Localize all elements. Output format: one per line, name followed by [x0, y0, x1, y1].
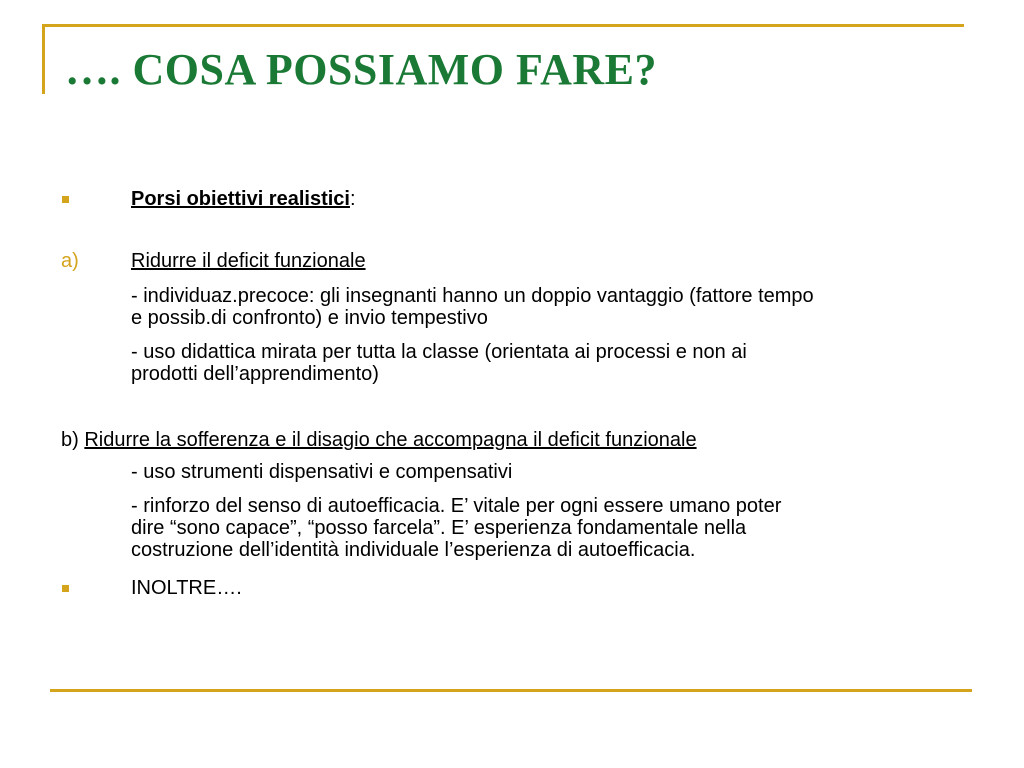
item-b-heading-line [61, 429, 697, 451]
bullet-goal-suffix: : [349, 188, 356, 210]
bullet-moreover: INOLTRE…. [131, 577, 242, 599]
item-a-heading: Ridurre il deficit funzionale [131, 250, 366, 272]
square-bullet-icon [62, 585, 69, 592]
item-b-sub2-line3: costruzione dell’identità individuale l’esperienza di autoefficacia. [131, 539, 696, 561]
item-b-marker: b) [61, 429, 79, 451]
item-a-sub1-line1: - individuaz.precoce: gli insegnanti hanno un doppio vantaggio (fattore tempo [131, 285, 814, 307]
slide-title: …. COSA POSSIAMO FARE? [65, 45, 658, 94]
item-a-sub1-line2: e possib.di confronto) e invio tempestivo [131, 307, 488, 329]
bullet-goal-text: Porsi obiettivi realistici [131, 188, 350, 210]
item-a-sub2-line1: - uso didattica mirata per tutta la classe (orientata ai processi e non ai [131, 341, 747, 363]
item-a-sub2-line2: prodotti dell’apprendimento) [131, 363, 379, 385]
item-b-sub2-line1: - rinforzo del senso di autoefficacia. E’ vitale per ogni essere umano poter [131, 495, 782, 517]
item-b-sub2-line2: dire “sono capace”, “posso farcela”. E’ esperienza fondamentale nella [131, 517, 747, 539]
square-bullet-icon [62, 196, 69, 203]
bottom-border-line [50, 689, 972, 692]
item-b-sub1: - uso strumenti dispensativi e compensativi [131, 461, 513, 483]
item-b-heading: Ridurre la sofferenza e il disagio che accompagna il deficit funzionale [84, 429, 697, 451]
bullet-goal [131, 188, 356, 210]
item-a-marker: a) [61, 250, 79, 272]
